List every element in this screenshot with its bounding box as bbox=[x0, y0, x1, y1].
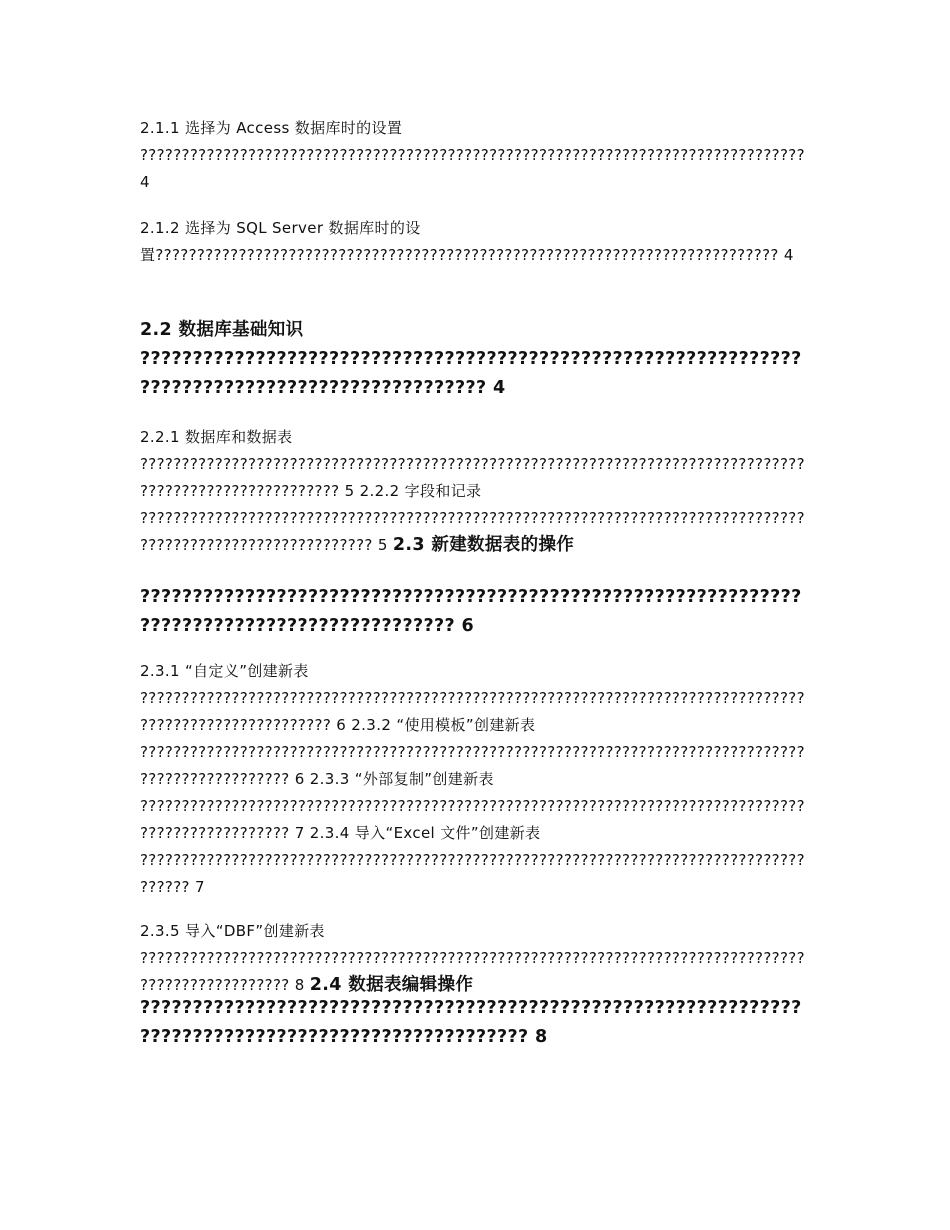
toc-section-2-4-leader[interactable]: ???????????????????????????????????????????????????????????????????????????????????????????????????? 8 bbox=[140, 998, 802, 1047]
toc-entry-2-3-5[interactable] bbox=[140, 918, 812, 999]
toc-section-2-3-title: 2.3 新建数据表的操作 bbox=[392, 535, 575, 555]
toc-entry-2-3-5-text: 2.3.5 导入“DBF”创建新表 ?????????????????????????????????????????????????????????????????????????????????????????????????? 8 bbox=[140, 922, 805, 994]
toc-section-2-4-title: 2.4 数据表编辑操作 bbox=[309, 975, 474, 995]
toc-entries-2-2-1-to-2-2-2[interactable] bbox=[140, 424, 812, 559]
toc-section-2-2[interactable]: 2.2 数据库基础知识 ???????????????????????????????????????????????????????????????????????????????????????????????? 4 bbox=[140, 320, 802, 398]
toc-entries-2-3-1-to-2-3-4[interactable]: 2.3.1 “自定义”创建新表 ??????????????????????????????????????????????????????????????????????????????????????????????????????? 6 2.3.2 “使用模板”创建新表 ?????????????????????????????????????????????????????????????????????????????????????????????????? 6 2.3.3 “外部复制”创建新表 ?????????????????????????????????????????????????????????????????????????????????????????????????? 7 2.3.4 导入“Excel 文件”创建新表 ?????????????????????????????????????????????????????????????????????????????????????? 7 bbox=[140, 662, 805, 896]
toc-entry-2-1-1[interactable]: 2.1.1 选择为 Access 数据库时的设置 ???????????????????????????????????????????????????????????????????????????????? 4 bbox=[140, 119, 805, 191]
toc-entries-text: 2.2.1 数据库和数据表 ???????????????????????????????????????????????????????????????????????????????????????????????????????? 5 2.2.2 字段和记录 ???????????????????????????????????????????????????????????????????????????????????????????????????????????? 5 bbox=[140, 428, 805, 554]
toc-entry-2-1-2[interactable]: 2.1.2 选择为 SQL Server 数据库时的设置??????????????????????????????????????????????????????????????????????????? 4 bbox=[140, 219, 794, 264]
toc-section-2-3-leader[interactable]: ????????????????????????????????????????????????????????????????????????????????????????????? 6 bbox=[140, 587, 802, 636]
